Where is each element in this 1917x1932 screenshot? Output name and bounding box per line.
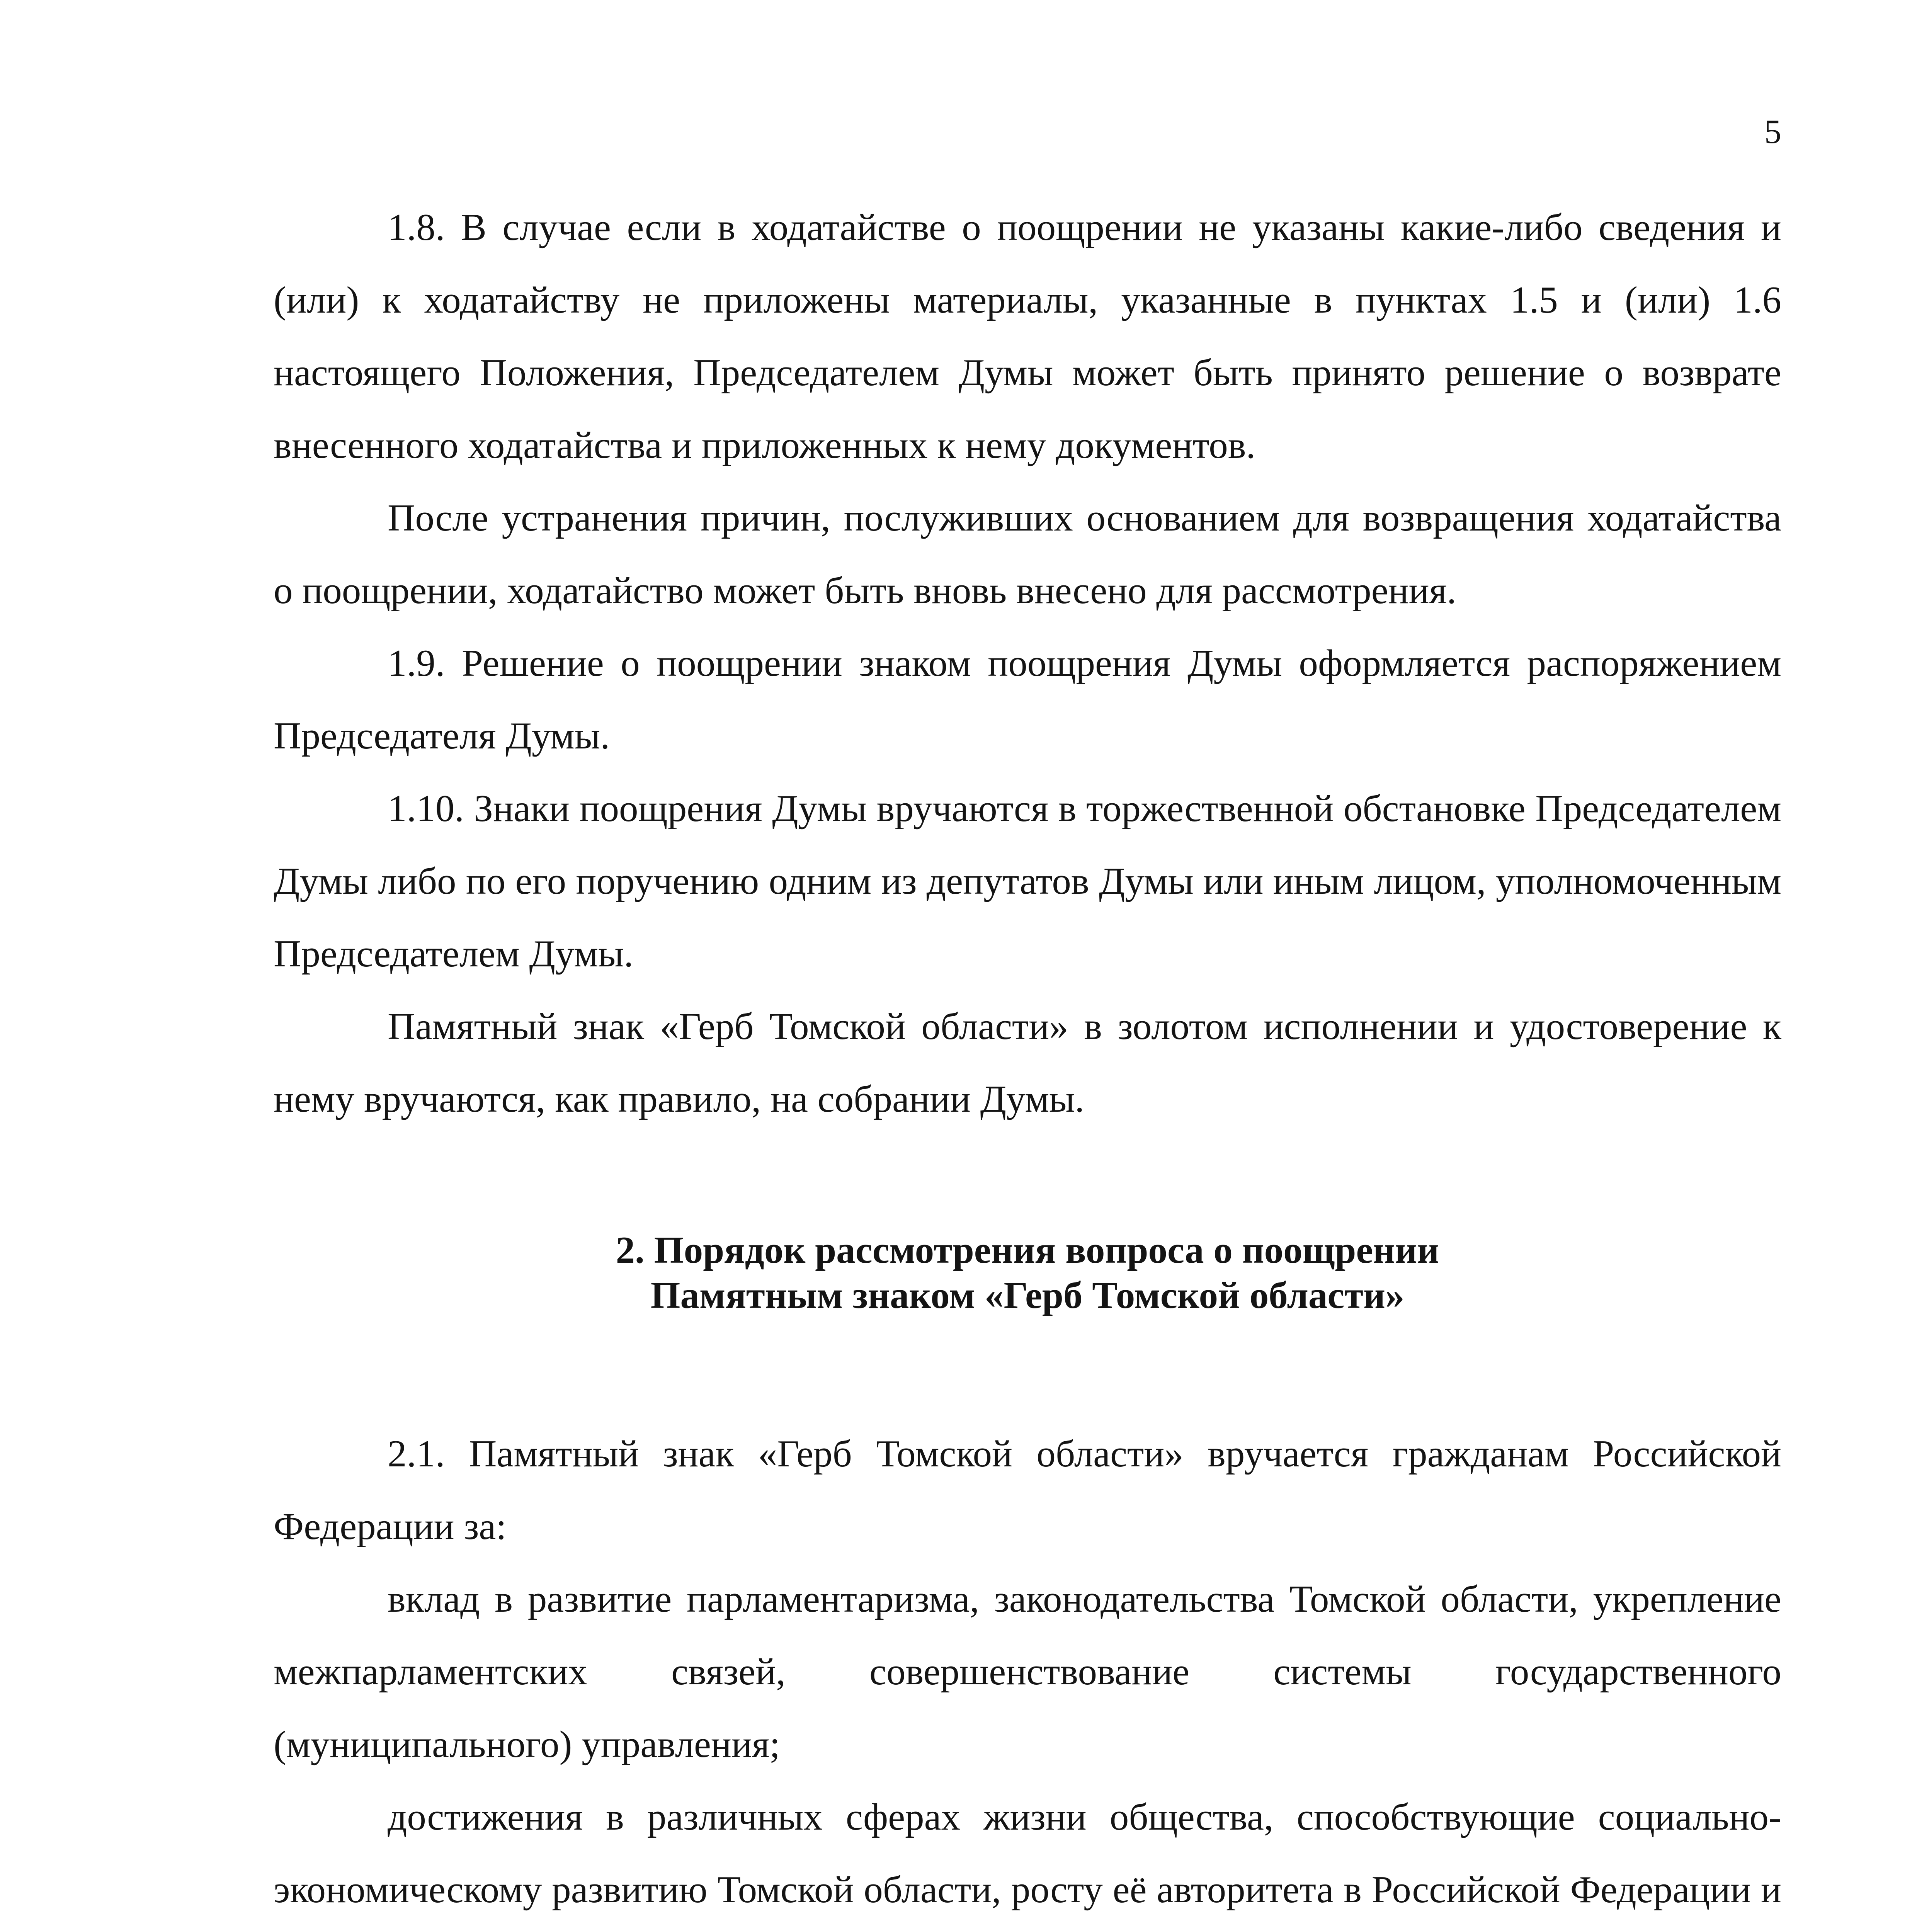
section-heading bbox=[274, 1228, 1781, 1318]
page-number: 5 bbox=[1764, 113, 1781, 151]
paragraph-1-10: 1.10. Знаки поощрения Думы вручаются в торжественной обстановке Председателем Думы либо по его поручению одним из депутатов Думы или иным лицом, уполномоченным Председателем Думы. bbox=[274, 787, 1781, 975]
paragraph-after-correction: После устранения причин, послуживших основанием для возвращения ходатайства о поощрении, ходатайство может быть вновь внесено для рассмотрения. bbox=[274, 497, 1781, 612]
paragraph-2-1: 2.1. Памятный знак «Герб Томской области» вручается гражданам Российской Федерации за: bbox=[274, 1433, 1781, 1548]
document-body bbox=[274, 191, 1781, 1932]
paragraph-1-8: 1.8. В случае если в ходатайстве о поощрении не указаны какие-либо сведения и (или) к ходатайству не приложены материалы, указанные в пунктах 1.5 и (или) 1.6 настоящего Положения, Председателем Думы может быть принято решение о возврате внесенного ходатайства и приложенных к нему документов. bbox=[274, 206, 1781, 466]
section-heading-line-2: Памятным знаком «Герб Томской области» bbox=[650, 1274, 1405, 1316]
paragraph-achievements: достижения в различных сферах жизни общества, способствующие социально-экономическому развитию Томской области, росту её авторитета в Российской Федерации и bbox=[274, 1796, 1781, 1911]
section-heading-line-1: 2. Порядок рассмотрения вопроса о поощрении bbox=[616, 1229, 1439, 1271]
paragraph-1-9: 1.9. Решение о поощрении знаком поощрения Думы оформляется распоряжением Председателя Думы. bbox=[274, 642, 1781, 757]
paragraph-gold-sign: Памятный знак «Герб Томской области» в золотом исполнении и удостоверение к нему вручаются, как правило, на собрании Думы. bbox=[274, 1005, 1781, 1120]
paragraph-contribution: вклад в развитие парламентаризма, законодательства Томской области, укрепление межпарламентских связей, совершенствование системы государственного (муниципального) управления; bbox=[274, 1578, 1781, 1765]
